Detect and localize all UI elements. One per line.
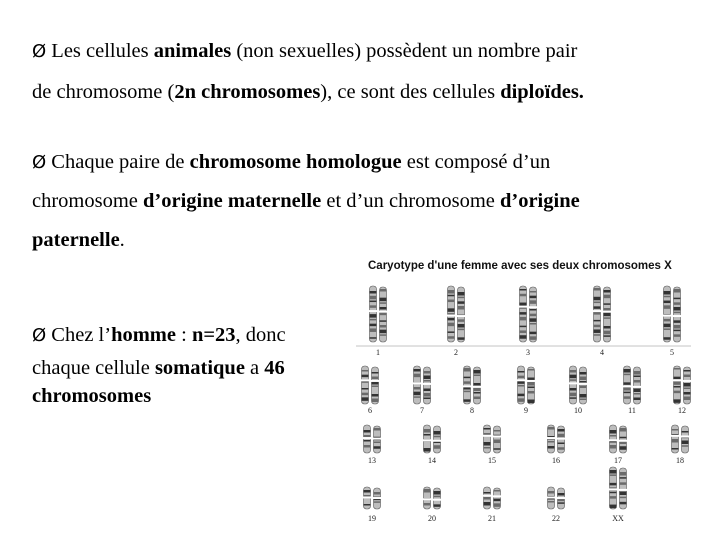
bullet-1-line-1 — [32, 41, 577, 62]
pair-label: 17 — [614, 456, 622, 465]
chromosome — [473, 367, 481, 404]
text-run: diploïdes. — [500, 81, 584, 103]
pair-label: 13 — [368, 456, 376, 465]
text-run: 2n chromosomes — [174, 81, 321, 103]
bullet-2-line-3 — [32, 230, 125, 251]
chromosome — [457, 287, 465, 342]
pair-label: 10 — [574, 406, 582, 415]
chromosome — [483, 425, 491, 453]
chromosome — [603, 287, 611, 342]
text-run: paternelle — [32, 229, 120, 251]
pair-label: 4 — [600, 348, 604, 357]
chromosome — [557, 426, 565, 453]
chromosome — [681, 426, 689, 453]
bullet-arrow-icon: Ø — [32, 152, 47, 173]
pair-label: XX — [612, 514, 624, 523]
chromosome — [683, 367, 691, 404]
bullet-1-line-2 — [32, 82, 584, 103]
text-run: . — [119, 229, 125, 251]
chromosome — [633, 367, 641, 404]
chromosome — [371, 367, 379, 404]
chromosome — [433, 488, 441, 509]
chromosome — [673, 287, 681, 342]
chromosome — [619, 426, 627, 453]
text-run: , donc — [235, 324, 286, 346]
pair-label: 20 — [428, 514, 436, 523]
pair-label: 12 — [678, 406, 686, 415]
bullet-3-line-2 — [32, 358, 285, 379]
pair-label: 15 — [488, 456, 496, 465]
text-run: Les cellules — [46, 40, 154, 62]
text-run: et d’un chromosome — [321, 190, 500, 212]
chromosome — [517, 366, 525, 404]
chromosome — [547, 425, 555, 453]
bullet-2-line-2 — [32, 191, 580, 212]
karyotype-image — [346, 258, 696, 530]
text-run: animales — [153, 40, 232, 62]
chromosome — [569, 366, 577, 404]
pair-label: 22 — [552, 514, 560, 523]
bullet-arrow-icon: Ø — [32, 325, 47, 346]
chromosome — [609, 467, 617, 509]
pair-label: 11 — [628, 406, 636, 415]
chromosome — [463, 366, 471, 404]
chromosome — [579, 367, 587, 404]
chromosome — [619, 468, 627, 509]
chromosome — [529, 287, 537, 342]
pair-label: 2 — [454, 348, 458, 357]
text-run: (non sexuelles) possèdent un nombre pair — [231, 40, 578, 62]
karyotype-figure — [346, 258, 696, 530]
pair-label: 6 — [368, 406, 372, 415]
chromosome — [673, 366, 681, 404]
pair-label: 1 — [376, 348, 380, 357]
chromosome — [557, 488, 565, 509]
pair-label: 19 — [368, 514, 376, 523]
text-run: Chez l’ — [46, 324, 112, 346]
chromosome — [493, 426, 501, 453]
text-run: 46 — [264, 357, 285, 379]
chromosome — [379, 287, 387, 342]
pair-label: 16 — [552, 456, 560, 465]
chromosome — [527, 367, 535, 404]
chromosome — [363, 487, 371, 509]
pair-label: 21 — [488, 514, 496, 523]
pair-label: 18 — [676, 456, 684, 465]
text-run: a — [244, 357, 265, 379]
chromosome — [519, 286, 527, 342]
pair-label: 7 — [420, 406, 424, 415]
text-run: n=23 — [191, 324, 236, 346]
chromosome — [369, 286, 377, 342]
bullet-3-line-3 — [32, 386, 151, 407]
bullet-arrow-icon: Ø — [32, 41, 47, 62]
chromosome — [547, 487, 555, 509]
text-run: somatique — [154, 357, 245, 379]
text-run: ), ce sont des cellules — [320, 81, 501, 103]
text-run: Chaque paire de — [46, 151, 190, 173]
text-run: : — [175, 324, 192, 346]
chromosome — [361, 366, 369, 404]
chromosome — [593, 286, 601, 342]
bullet-2-line-1 — [32, 152, 550, 173]
chromosome — [373, 426, 381, 453]
chromosome — [423, 487, 431, 509]
text-run: chaque cellule — [32, 357, 155, 379]
text-run: est composé d’un — [401, 151, 551, 173]
text-run: chromosome — [32, 190, 144, 212]
chromosome — [413, 366, 421, 404]
bullet-3-line-1 — [32, 325, 286, 346]
chromosome — [493, 488, 501, 509]
text-run: de chromosome ( — [32, 81, 175, 103]
chromosome — [363, 425, 371, 453]
chromosome — [671, 425, 679, 453]
chromosome — [609, 425, 617, 453]
chromosome — [373, 488, 381, 509]
text-run: d’origine maternelle — [143, 190, 322, 212]
chromosome — [483, 487, 491, 509]
chromosome — [663, 286, 671, 342]
pair-label: 3 — [526, 348, 530, 357]
chromosome — [423, 425, 431, 453]
figure-title: Caryotype d'une femme avec ses deux chromosomes X — [368, 260, 672, 272]
text-run: homme — [111, 324, 176, 346]
text-run: chromosomes — [32, 385, 152, 407]
chromosome — [423, 367, 431, 404]
pair-label: 5 — [670, 348, 674, 357]
text-run: chromosome homologue — [189, 151, 402, 173]
pair-label: 8 — [470, 406, 474, 415]
chromosome — [623, 366, 631, 404]
pair-label: 9 — [524, 406, 528, 415]
chromosome — [433, 426, 441, 453]
pair-label: 14 — [428, 456, 436, 465]
text-run: d’origine — [499, 190, 580, 212]
chromosome — [447, 286, 455, 342]
